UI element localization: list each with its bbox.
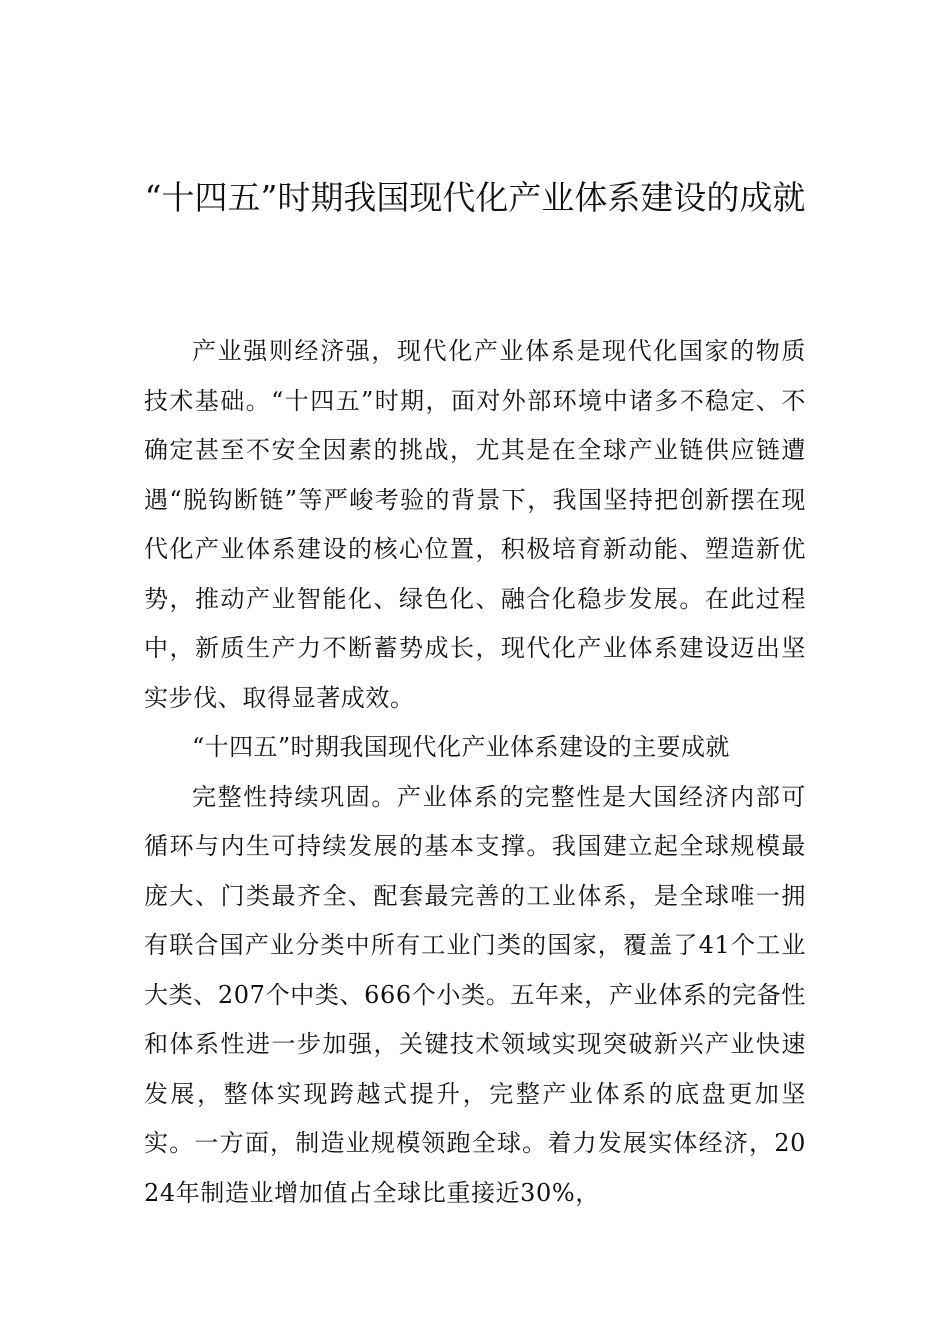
intro-paragraph: 产业强则经济强，现代化产业体系是现代化国家的物质技术基础。“十四五”时期，面对外部环境中诸多不稳定、不确定甚至不安全因素的挑战，尤其是在全球产业链供应链遭遇“脱钩断链”等严峻考验的背景下，我国坚持把创新摆在现代化产业体系建设的核心位置，积极培育新动能、塑造新优势，推动产业智能化、绿色化、融合化稳步发展。在此过程中，新质生产力不断蓄势成长，现代化产业体系建设迈出坚实步伐、取得显著成效。 xyxy=(144,337,806,712)
document-title: “十四五”时期我国现代化产业体系建设的成就 xyxy=(144,178,806,217)
body-paragraph: 完整性持续巩固。产业体系的完整性是大国经济内部可循环与内生可持续发展的基本支撑。我国建立起全球规模最庞大、门类最齐全、配套最完善的工业体系，是全球唯一拥有联合国产业分类中所有工业门类的国家，覆盖了41个工业大类、207个中类、666个小类。五年来，产业体系的完备性和体系性进一步加强，关键技术领域实现突破新兴产业快速发展，整体实现跨越式提升，完整产业体系的底盘更加坚实。一方面，制造业规模领跑全球。着力发展实体经济，2024年制造业增加值占全球比重接近30%， xyxy=(144,782,806,1207)
section-heading: “十四五”时期我国现代化产业体系建设的主要成就 xyxy=(192,733,730,761)
document-body xyxy=(144,327,806,1218)
